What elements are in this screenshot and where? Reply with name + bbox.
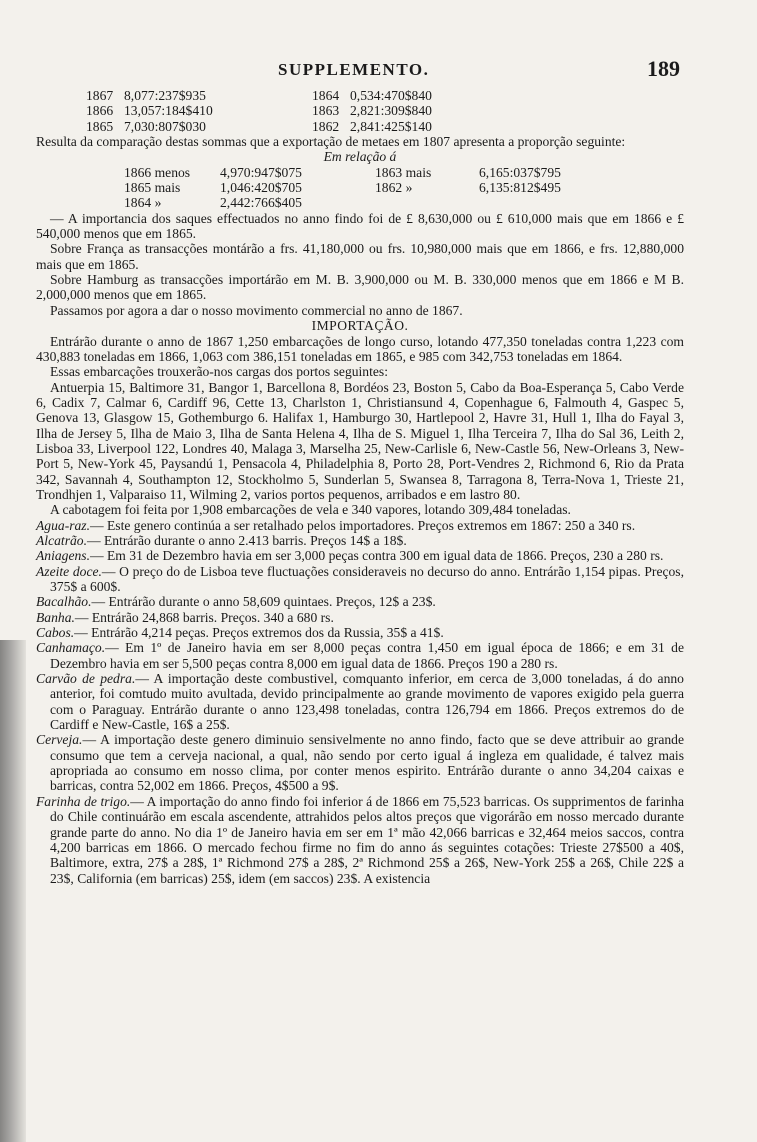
section-heading: IMPORTAÇÃO. (311, 318, 409, 334)
running-title: SUPPLEMENTO. (278, 60, 430, 79)
paragraph: Essas embarcações trouxerão-nos cargas dos portos seguintes: (50, 364, 388, 380)
entry-term: Farinha de trigo. (36, 793, 131, 809)
value-cell: 7,030:807$030 (124, 118, 206, 134)
entry-term: Carvão de pedra. (36, 671, 136, 687)
value-cell: 4,970:947$075 (220, 164, 302, 180)
table-row (124, 180, 684, 195)
year-cell: 1864 » (124, 195, 162, 211)
comparison-caption: Em relação á (323, 149, 397, 165)
value-cell: 8,077:237$935 (124, 88, 206, 103)
value-cell: 6,135:812$495 (479, 180, 561, 196)
entry-term: Cerveja. (36, 732, 83, 748)
entry-term: Agua-raz. (36, 517, 90, 533)
year-cell: 1866 menos (124, 164, 191, 180)
table-row (124, 165, 684, 180)
entry-term: Banha. (36, 609, 75, 625)
year-cell: 1864 (312, 88, 340, 103)
value-cell: 13,057:184$410 (124, 103, 213, 119)
entry-text: — Este genero continúa a ser retalhado pelos importadores. Preços extremos em 1867: 250 a 340 rs. (90, 517, 636, 533)
entry-term: Cabos. (36, 625, 75, 641)
entry (36, 518, 684, 533)
year-cell: 1863 (312, 103, 340, 119)
entry-text: — Em 31 de Dezembro havia em ser 3,000 peças contra 300 em igual data de 1866. Preços, 230 a 280 rs. (90, 548, 664, 564)
entry (36, 794, 684, 886)
year-cell (375, 195, 479, 210)
comparison-intro: Resulta da comparação destas sommas que a exportação de metaes em 1807 apresenta a proporção seguinte: (36, 134, 626, 150)
paragraph: Sobre Hamburg as transacções importárão em M. B. 3,900,000 ou M. B. 330,000 menos que em 1866 e M B. 2,000,000 menos que em 1865. (36, 272, 684, 303)
entry-term: Bacalhão. (36, 594, 92, 610)
year-cell: 1862 (312, 118, 340, 134)
entry (36, 610, 684, 625)
value-cell: 6,165:037$795 (479, 164, 561, 180)
year-cell: 1866 (86, 103, 114, 119)
value-cell: 2,821:309$840 (350, 103, 432, 119)
entry-text: — Entrárão durante o anno 58,609 quintaes. Preços, 12$ a 23$. (91, 594, 436, 610)
entry-term: Azeite doce. (36, 563, 102, 579)
entry-text: — Em 1º de Janeiro havia em ser 8,000 peças contra 1,450 em igual época de 1866; e em 31 de Dezembro havia em ser 5,500 peças contra 8,000 em igual data de 1866. Preços 190 a 280 rs. (50, 640, 684, 671)
entry-text: — Entrárão 24,868 barris. Preços. 340 a 680 rs. (74, 609, 334, 625)
entry (36, 564, 684, 595)
entry-text: — Entrárão durante o anno 2.413 barris. Preços 14$ a 18$. (86, 532, 407, 548)
entry-text: — O preço do de Lisboa teve fluctuações consideraveis no decurso do anno. Entrárão 1,154 pipas. Preços, 375$ a 600$. (50, 563, 684, 594)
table-row (86, 88, 684, 103)
entry (36, 640, 684, 671)
paragraph: — A importancia dos saques effectuados no anno findo foi de £ 8,630,000 ou £ 610,000 mais que em 1866 e £ 540,000 menos que em 1865. (36, 210, 684, 242)
paragraph: Passamos por agora a dar o nosso movimento commercial no anno de 1867. (50, 302, 463, 318)
table-row (86, 103, 684, 118)
entry-text: — A importação deste genero diminuio sensivelmente no anno findo, facto que se deve attribuir ao grande consumo que tem a cerveja nacional, a qual, não sendo por certo igual á ingleza em qualidade, é talvez mais apropriada ao consumo em nosso clima, por conter menos espirito. Entrárão durante o anno 34,204 caixas e barricas, contra 52,002 em 1866. Preços, 4$500 a 9$. (50, 732, 684, 794)
paragraph: Entrárão durante o anno de 1867 1,250 embarcações de longo curso, lotando 477,350 toneladas contra 1,223 com 430,883 toneladas em 1866, 1,063 com 386,151 toneladas em 1865, e 985 com 342,753 toneladas em 1864. (36, 333, 684, 364)
value-cell: 2,442:766$405 (220, 195, 302, 211)
year-cell: 1862 » (375, 180, 413, 196)
entry-text: — Entrárão 4,214 peças. Preços extremos dos da Russia, 35$ a 41$. (74, 625, 444, 641)
entry-term: Alcatrão. (36, 532, 87, 548)
paragraph: Sobre França as transacções montárão a frs. 41,180,000 ou frs. 10,980,000 mais que em 1866, e frs. 12,880,000 mais que em 1865. (36, 241, 684, 272)
page-header (40, 58, 680, 82)
table-row (124, 195, 684, 210)
year-cell: 1867 (86, 88, 114, 103)
page-number: 189 (647, 56, 680, 81)
entry (36, 533, 684, 548)
paragraph: A cabotagem foi feita por 1,908 embarcações de vela e 340 vapores, lotando 309,484 toneladas. (50, 502, 571, 518)
entry (36, 548, 684, 563)
year-cell: 1865 mais (124, 180, 181, 196)
value-cell: 2,841:425$140 (350, 118, 432, 134)
year-cell: 1865 (86, 118, 114, 134)
binding-shadow (0, 640, 26, 1142)
entry-text: — A importação do anno findo foi inferior á de 1866 em 75,523 barricas. Os supprimentos de farinha do Chile continuárão em escala ascendente, attrahidos pelos altos preços que vigorárão em nosso mercado durante grande parte do anno. No dia 1º de Janeiro havia em ser em 1ª mão 42,066 barricas e 32,464 meios saccos, contra 4,200 barricas em 1866. O mercado fechou firme no fim do anno ás seguintes cotações: Trieste 27$500 a 40$, Baltimore, extra, 27$ a 28$, 1ª Richmond 27$ a 28$, 2ª Richmond 25$ a 26$, New-York 25$ a 26$, Chile 22$ a 23$, California (em barricas) 25$, idem (em saccos) 23$. A existencia (50, 793, 684, 886)
entry-text: — A importação deste combustivel, comquanto inferior, em cerca de 3,000 toneladas, á do anno anterior, foi comtudo muito avultada, devido principalmente ao grande movimento de vapores exigido pela guerra com o Paraguay. Entrárão durante o anno 123,498 toneladas, contra 126,794 em 1866. Preços extremos do de Cardiff e New-Castle, 16$ a 25$. (50, 671, 684, 733)
export-table (86, 88, 684, 134)
comparison-table (124, 165, 684, 211)
entry-term: Aniagens. (36, 548, 90, 564)
year-cell: 1863 mais (375, 164, 432, 180)
entry-term: Canhamaço. (36, 640, 106, 656)
entry (36, 671, 684, 732)
value-cell: 0,534:470$840 (350, 88, 432, 103)
entry (36, 625, 684, 640)
paragraph: Antuerpia 15, Baltimore 31, Bangor 1, Barcellona 8, Bordéos 23, Boston 5, Cabo da Boa-Esperança 5, Cabo Verde 6, Cadix 7, Calmar 6, Cardiff 96, Cette 13, Charlston 1, Christiansund 4, Copenhague 6, Falmouth 4, Gaspec 5, Genova 13, Glasgow 15, Gothemburgo 6. Halifax 1, Hamburgo 30, Hartlepool 2, Havre 31, Hull 1, Ilha do Fayal 3, Ilha de Jersey 5, Ilha de Maio 3, Ilha de Santa Helena 4, Ilha de S. Miguel 1, Ilha Terceira 7, Ilha do Sal 36, Leith 2, Lisboa 33, Liverpool 122, Londres 40, Malaga 3, Marselha 25, New-Carlisle 6, New-Castle 56, New-Orleans 3, New-Port 5, New-York 45, Paysandú 1, Pensacola 4, Philadelphia 8, Porto 28, Port-Vendres 2, Richmond 6, Rio da Prata 342, Savannah 4, Southampton 12, Stockholmo 5, Sunderlan 5, Swansea 8, Tarragona 8, Terra-Nova 1, Trieste 21, Trondhjen 1, Valparaiso 11, Wilming 2, varios portos pequenos, arribados e em lastro 80. (36, 379, 684, 502)
page-body (36, 88, 684, 886)
entry (36, 594, 684, 609)
entry (36, 732, 684, 793)
table-row (86, 119, 684, 134)
value-cell: 1,046:420$705 (220, 180, 302, 196)
